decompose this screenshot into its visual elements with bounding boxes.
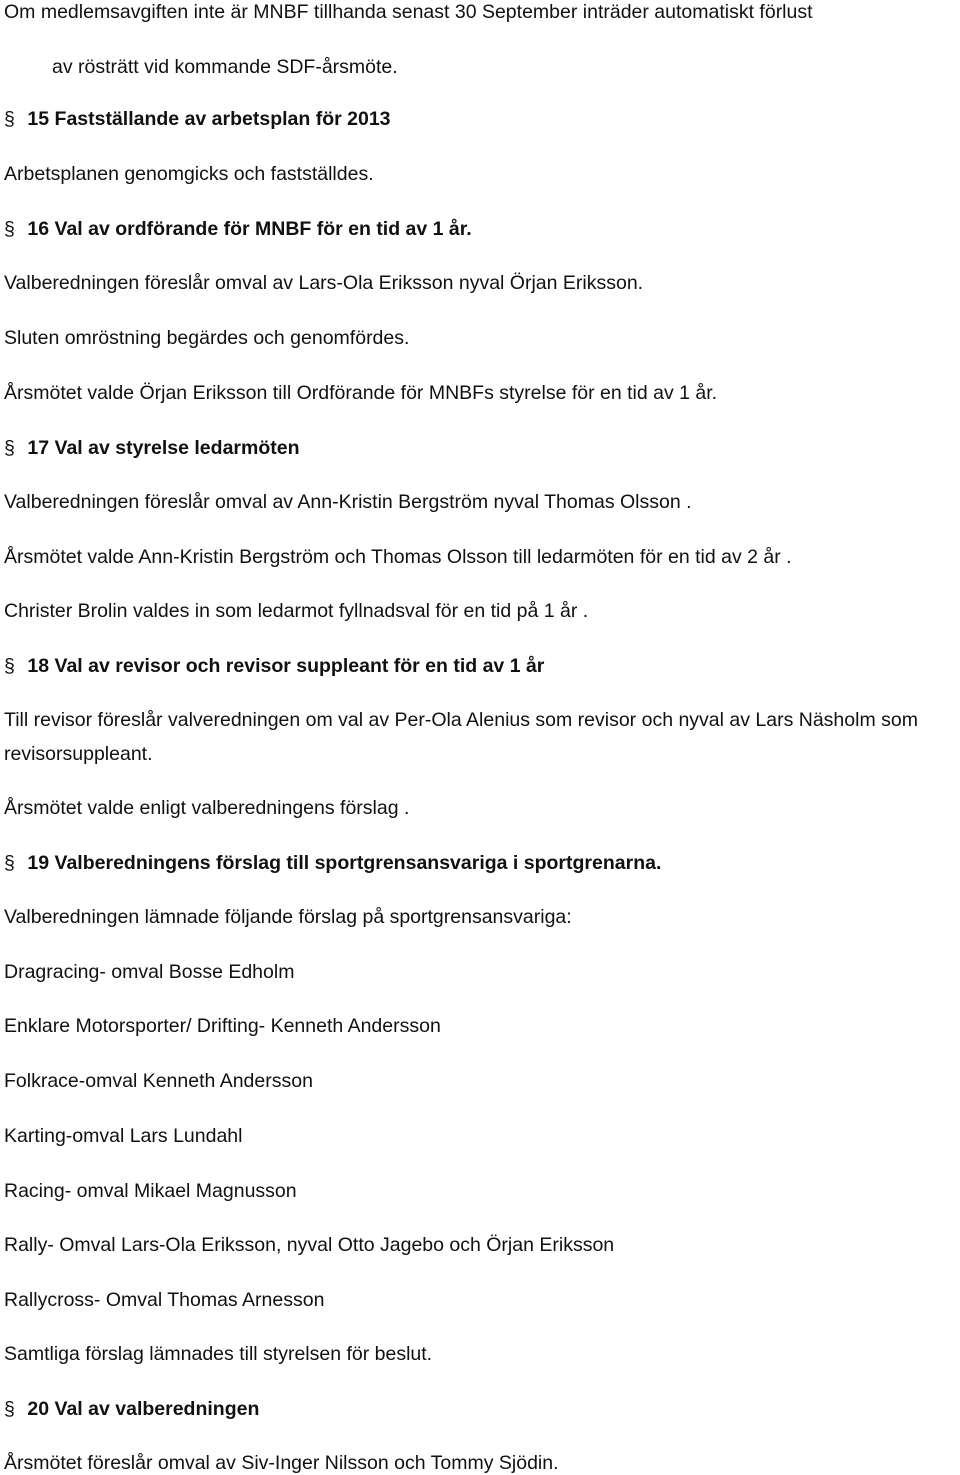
heading-text: 16 Val av ordförande för MNBF för en tid av 1 år. [27, 218, 472, 240]
paragraph: Årsmötet valde Örjan Eriksson till Ordförande för MNBFs styrelse för en tid av 1 år. [4, 382, 718, 404]
list-item: Folkrace-omval Kenneth Andersson [4, 1070, 313, 1092]
section-symbol: § [4, 655, 15, 677]
paragraph: Sluten omröstning begärdes och genomfördes. [4, 327, 410, 349]
heading-text: 15 Fastställande av arbetsplan för 2013 [27, 108, 391, 130]
section-heading-16 [4, 217, 472, 241]
paragraph: Valberedningen föreslår omval av Ann-Kristin Bergström nyval Thomas Olsson . [4, 491, 692, 513]
paragraph: Årsmötet valde enligt valberedningens förslag . [4, 797, 410, 819]
paragraph: av rösträtt vid kommande SDF-årsmöte. [52, 56, 398, 78]
section-symbol: § [4, 218, 15, 240]
list-item: Rallycross- Omval Thomas Arnesson [4, 1289, 325, 1311]
heading-text: 18 Val av revisor och revisor suppleant för en tid av 1 år [27, 655, 545, 677]
list-item: Karting-omval Lars Lundahl [4, 1125, 243, 1147]
list-item: Rally- Omval Lars-Ola Eriksson, nyval Otto Jagebo och Örjan Eriksson [4, 1234, 615, 1256]
paragraph: Om medlemsavgiften inte är MNBF tillhanda senast 30 September inträder automatiskt förlust [4, 1, 813, 23]
section-heading-18 [4, 654, 544, 678]
paragraph: Samtliga förslag lämnades till styrelsen för beslut. [4, 1343, 433, 1365]
list-item: Enklare Motorsporter/ Drifting- Kenneth Andersson [4, 1015, 441, 1037]
list-item: Dragracing- omval Bosse Edholm [4, 961, 295, 983]
section-symbol: § [4, 437, 15, 459]
section-symbol: § [4, 108, 15, 130]
heading-text: 17 Val av styrelse ledarmöten [27, 437, 300, 459]
section-heading-17 [4, 436, 300, 460]
section-symbol: § [4, 1398, 15, 1420]
heading-text: 20 Val av valberedningen [27, 1398, 260, 1420]
section-heading-20 [4, 1397, 259, 1421]
paragraph: Till revisor föreslår valveredningen om val av Per-Ola Alenius som revisor och nyval av Lars Näsholm som revisorsuppleant. [4, 709, 918, 765]
section-heading-19 [4, 851, 661, 875]
section-symbol: § [4, 852, 15, 874]
paragraph: Årsmötet föreslår omval av Siv-Inger Nilsson och Tommy Sjödin. [4, 1452, 559, 1474]
section-heading-15 [4, 107, 391, 131]
list-item: Racing- omval Mikael Magnusson [4, 1180, 297, 1202]
paragraph: Valberedningen föreslår omval av Lars-Ola Eriksson nyval Örjan Eriksson. [4, 272, 644, 294]
heading-text: 19 Valberedningens förslag till sportgrensansvariga i sportgrenarna. [27, 852, 662, 874]
paragraph: Valberedningen lämnade följande förslag på sportgrensansvariga: [4, 906, 572, 928]
paragraph: Årsmötet valde Ann-Kristin Bergström och Thomas Olsson till ledarmöten för en tid av 2 år . [4, 546, 792, 568]
paragraph: Arbetsplanen genomgicks och fastställdes. [4, 163, 374, 185]
paragraph: Christer Brolin valdes in som ledarmot fyllnadsval för en tid på 1 år . [4, 600, 589, 622]
